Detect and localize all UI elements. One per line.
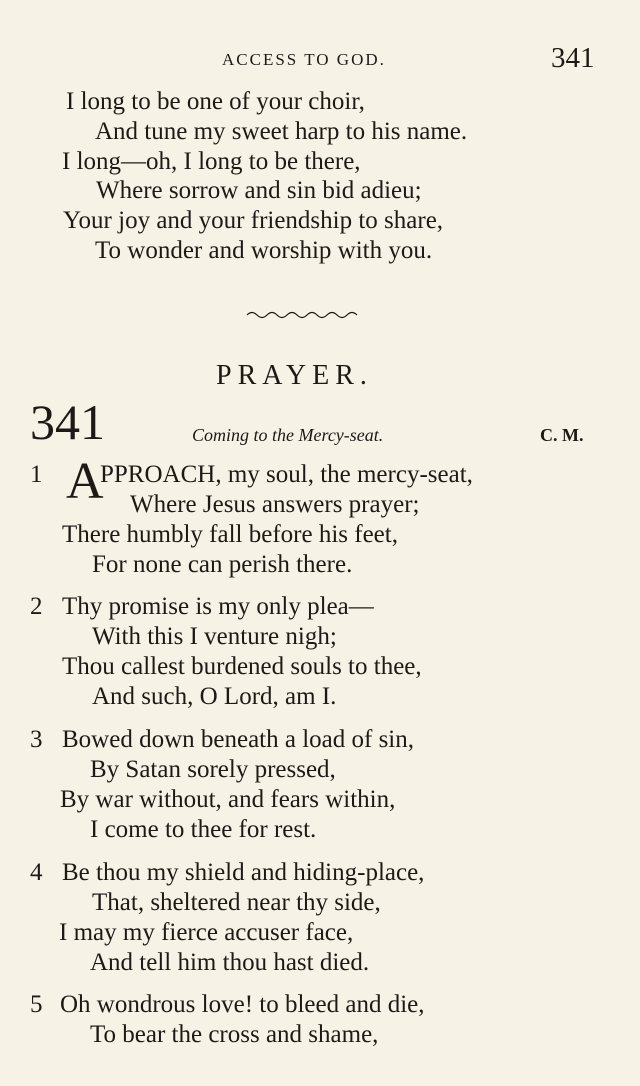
verse-line: Thy promise is my only plea— [62,593,374,620]
ornament-divider [243,305,363,323]
verse-line: By war without, and fears within, [60,786,396,813]
prev-hymn-line: To wonder and worship with you. [95,237,433,264]
prev-hymn-line: Where sorrow and sin bid adieu; [96,177,422,204]
verse-line: Where Jesus answers prayer; [130,491,420,518]
verse-line: By Satan sorely pressed, [90,756,336,783]
verse-line: I come to thee for rest. [90,816,317,843]
prev-hymn-line: And tune my sweet harp to his name. [95,118,468,145]
verse-line: For none can perish there. [92,551,353,578]
verse-number: 2 [30,593,43,620]
verse-line: And tell him thou hast died. [90,949,370,976]
hymn-meter: C. M. [540,425,584,445]
prev-hymn-line: Your joy and your friendship to share, [63,207,444,234]
section-title: PRAYER. [216,360,373,391]
verse-line: With this I venture nigh; [92,623,337,650]
verse-line: Thou callest burdened souls to thee, [62,653,422,680]
running-title: ACCESS TO GOD. [222,50,386,69]
verse-line: To bear the cross and shame, [90,1021,379,1048]
verse-number: 1 [30,461,43,488]
verse-line: And such, O Lord, am I. [92,683,337,710]
drop-cap: A [66,453,104,510]
verse-line: I may my fierce accuser face, [59,919,354,946]
prev-hymn-line: I long to be one of your choir, [66,88,365,115]
verse-line: That, sheltered near thy side, [92,889,381,916]
verse-line: Bowed down beneath a load of sin, [62,726,415,753]
verse-number: 4 [30,859,43,886]
hymn-subtitle: Coming to the Mercy-seat. [192,425,384,445]
verse-line: PPROACH, my soul, the mercy-seat, [100,461,473,488]
verse-line: Be thou my shield and hiding-place, [62,859,425,886]
verse-number: 5 [30,991,43,1018]
verse-number: 3 [30,726,43,753]
prev-hymn-line: I long—oh, I long to be there, [62,148,361,175]
hymn-number: 341 [30,394,105,450]
page-number: 341 [551,42,595,74]
verse-line: Oh wondrous love! to bleed and die, [60,991,425,1018]
verse-line: There humbly fall before his feet, [62,521,398,548]
